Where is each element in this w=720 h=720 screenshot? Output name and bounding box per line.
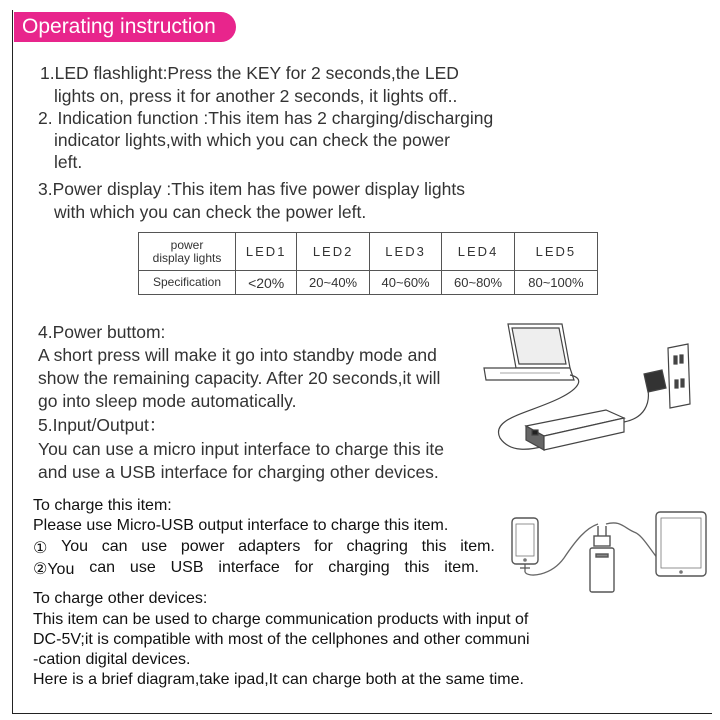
section-4-title: 4.Power buttom: [38, 322, 166, 342]
wall-outlet-icon [668, 344, 690, 408]
power-display-table [138, 232, 598, 295]
step-2-line-2: indicator lights,with which you can check the power [54, 130, 450, 150]
charge-item-line-2: ① You can use power adapters for chagring this item. [33, 538, 495, 557]
charge-item-line-1: Please use Micro-USB output interface to charge this item. [33, 517, 449, 534]
step-1-line-1: 1.LED flashlight:Press the KEY for 2 seconds,the LED [40, 63, 459, 83]
charge-item-heading: To charge this item: [33, 497, 172, 514]
section-5-title: 5.Input/Output： [38, 415, 167, 435]
table-row [139, 271, 598, 295]
table-row [139, 233, 598, 271]
section-5-line-2: and use a USB interface for charging other devices. [38, 462, 439, 482]
specification-label: Specification [139, 271, 236, 295]
step-2-line-3: left. [54, 152, 83, 172]
led-3-label: LED3 [369, 233, 441, 271]
spec-led-5: 80~100% [514, 271, 597, 295]
section-5-line-1: You can use a micro input interface to charge this ite [38, 439, 444, 459]
power-bank-icon [526, 410, 624, 450]
charge-other-heading: To charge other devices: [33, 590, 208, 607]
section-4-line-3: go into sleep mode automatically. [38, 391, 297, 411]
step-3-line-1: 3.Power display :This item has five power display lights [38, 179, 465, 199]
spec-led-1: <20% [236, 271, 297, 295]
page-title: Operating instruction [14, 12, 236, 42]
charge-item-line-3: ②You can use USB interface for charging this item. [33, 559, 479, 578]
power-bank-icon [590, 526, 614, 592]
section-4-line-2: show the remaining capacity. After 20 seconds,it will [38, 368, 441, 388]
spec-led-4: 60~80% [442, 271, 514, 295]
step-3-line-2: with which you can check the power left. [54, 202, 367, 222]
table-header-label: power display lights [139, 233, 236, 271]
section-4-line-1: A short press will make it go into standby mode and [38, 345, 437, 365]
wall-adapter-icon [644, 370, 666, 392]
laptop-icon [484, 324, 574, 380]
led-2-label: LED2 [297, 233, 369, 271]
step-1-line-2: lights on, press it for another 2 seconds, it lights off.. [54, 86, 458, 106]
charge-other-line-3: -cation digital devices. [33, 651, 191, 668]
phone-icon [512, 518, 538, 564]
step-2-line-1: 2. Indication function :This item has 2 charging/discharging [38, 108, 494, 128]
charge-other-line-2: DC-5V;it is compatible with most of the cellphones and other communi [33, 631, 530, 648]
laptop-charging-illustration [470, 318, 710, 468]
spec-led-3: 40~60% [369, 271, 441, 295]
led-1-label: LED1 [236, 233, 297, 271]
spec-led-2: 20~40% [297, 271, 369, 295]
charge-devices-diagram [506, 506, 712, 596]
charge-other-line-4: Here is a brief diagram,take ipad,It can charge both at the same time. [33, 671, 524, 688]
led-5-label: LED5 [514, 233, 597, 271]
led-4-label: LED4 [442, 233, 514, 271]
charge-other-line-1: This item can be used to charge communication products with input of [33, 611, 529, 628]
tablet-icon [656, 512, 706, 576]
